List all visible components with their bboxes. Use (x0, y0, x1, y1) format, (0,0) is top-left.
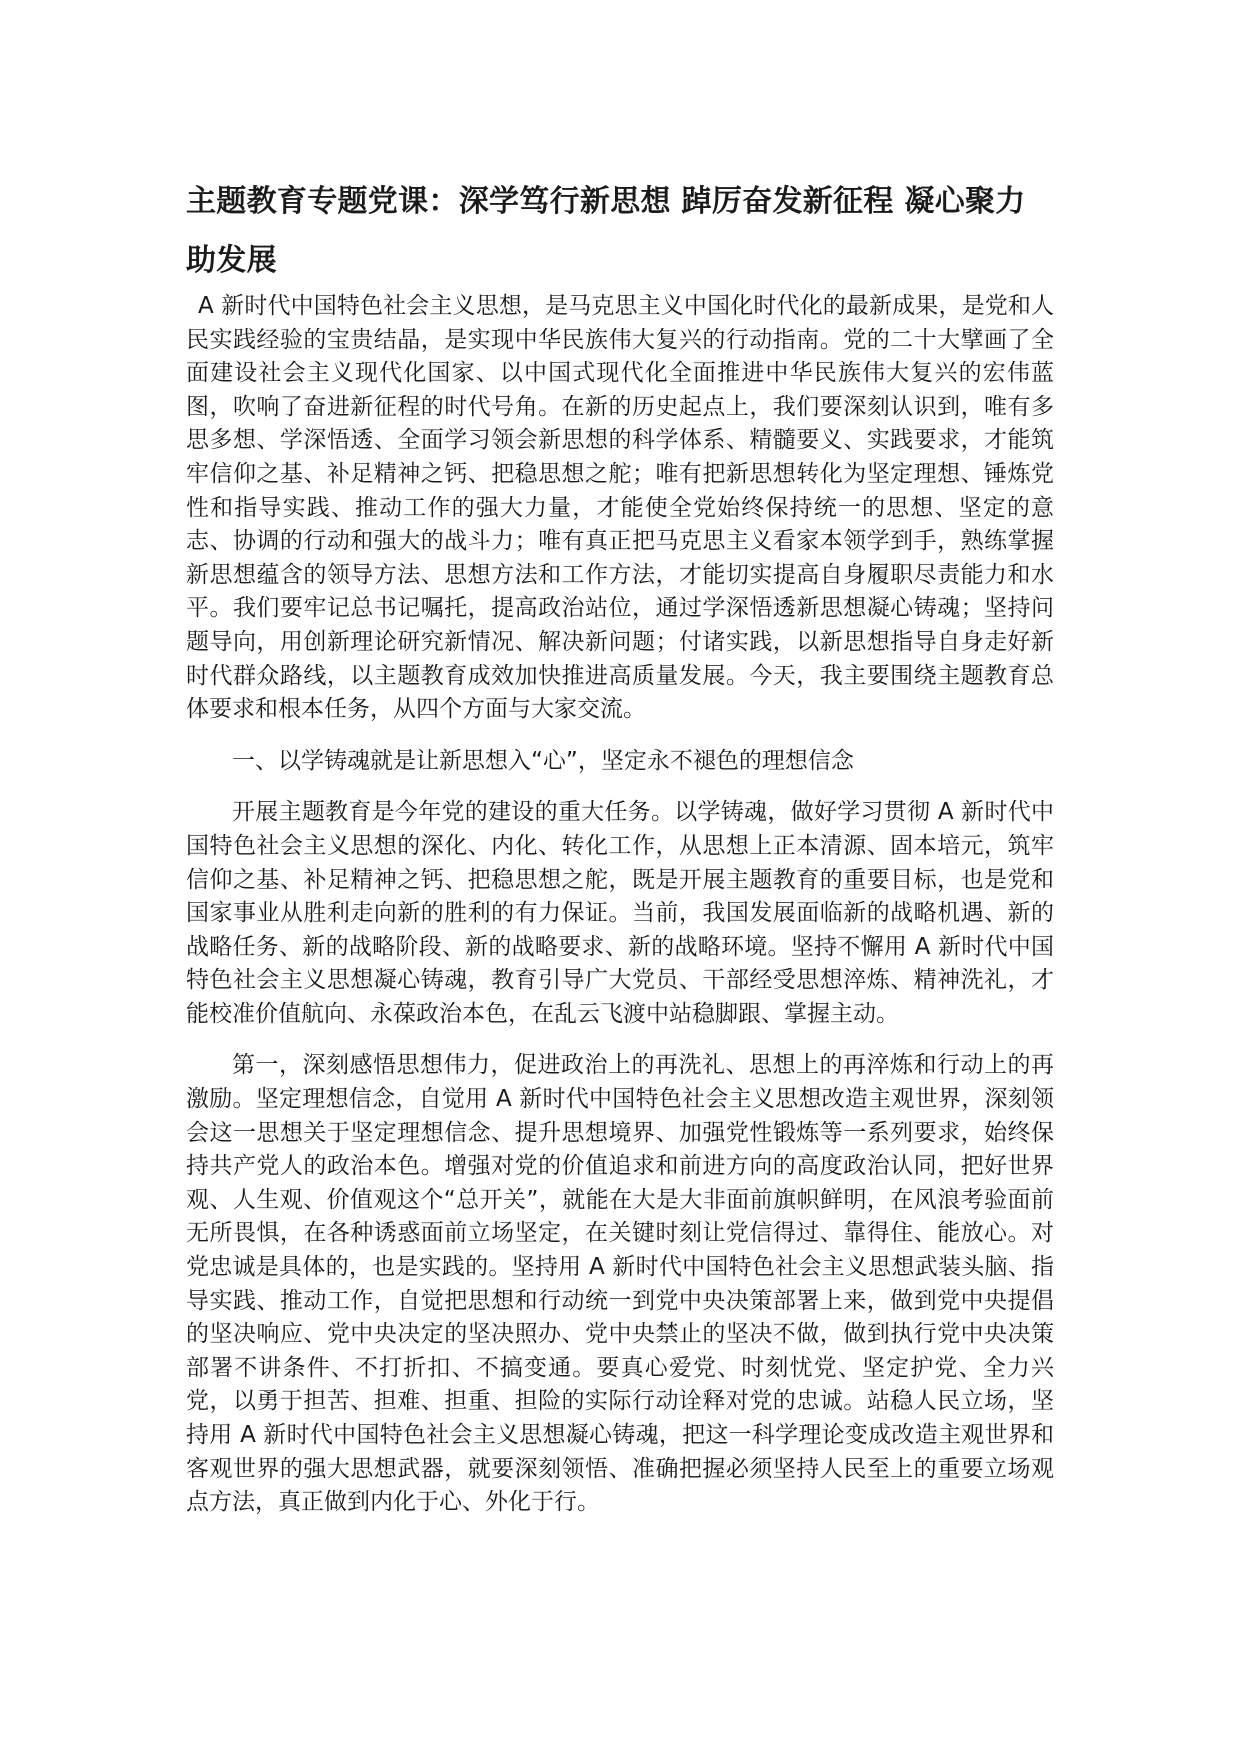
section-heading-1: 一、以学铸魂就是让新思想入“心”，坚定永不褪色的理想信念 (232, 747, 854, 774)
body-paragraph-1: 开展主题教育是今年党的建设的重大任务。以学铸魂，做好学习贯彻 A 新时代中国特色社会主义思想的深化、内化、转化工作，从思想上正本清源、固本培元，筑牢信仰之基、补足精神之钙、把稳思想之舵，既是开展主题教育的重要目标，也是党和国家事业从胜利走向新的胜利的有力保证。当前，我国发展面临新的战略机遇、新的战略任务、新的战略阶段、新的战略要求、新的战略环境。坚持不懈用 A 新时代中国特色社会主义思想凝心铸魂，教育引导广大党员、干部经受思想淬炼、精神洗礼，才能校准价值航向、永葆政治本色，在乱云飞渡中站稳脚跟、掌握主动。 (186, 799, 1054, 1027)
body-paragraph-2: 第一，深刻感悟思想伟力，促进政治上的再洗礼、思想上的再淬炼和行动上的再激励。坚定理想信念，自觉用 A 新时代中国特色社会主义思想改造主观世界，深刻领会这一思想关于坚定理想信念、提升思想境界、加强党性锻炼等一系列要求，始终保持共产党人的政治本色。增强对党的价值追求和前进方向的高度政治认同，把好世界观、人生观、价值观这个“总开关”，就能在大是大非面前旗帜鲜明，在风浪考验面前无所畏惧，在各种诱惑面前立场坚定，在关键时刻让党信得过、靠得住、能放心。对党忠诚是具体的，也是实践的。坚持用 A 新时代中国特色社会主义思想武装头脑、指导实践、推动工作，自觉把思想和行动统一到党中央决策部署上来，做到党中央提倡的坚决响应、党中央决定的坚决照办、党中央禁止的坚决不做，做到执行党中央决策部署不讲条件、不打折扣、不搞变通。要真心爱党、时刻忧党、坚定护党、全力兴党，以勇于担苦、担难、担重、担险的实际行动诠释对党的忠诚。站稳人民立场，坚持用 A 新时代中国特色社会主义思想凝心铸魂，把这一科学理论变成改造主观世界和客观世界的强大思想武器，就要深刻领悟、准确把握必须坚持人民至上的重要立场观点方法，真正做到内化于心、外化于行。 (186, 1052, 1054, 1516)
intro-paragraph: A 新时代中国特色社会主义思想，是马克思主义中国化时代化的最新成果，是党和人民实践经验的宝贵结晶，是实现中华民族伟大复兴的行动指南。党的二十大擘画了全面建设社会主义现代化国家、以中国式现代化全面推进中华民族伟大复兴的宏伟蓝图，吹响了奋进新征程的时代号角。在新的历史起点上，我们要深刻认识到，唯有多思多想、学深悟透、全面学习领会新思想的科学体系、精髓要义、实践要求，才能筑牢信仰之基、补足精神之钙、把稳思想之舵；唯有把新思想转化为坚定理想、锤炼党性和指导实践、推动工作的强大力量，才能使全党始终保持统一的思想、坚定的意志、协调的行动和强大的战斗力；唯有真正把马克思主义看家本领学到手，熟练掌握新思想蕴含的领导方法、思想方法和工作方法，才能切实提高自身履职尽责能力和水平。我们要牢记总书记嘱托，提高政治站位，通过学深悟透新思想凝心铸魂；坚持问题导向，用创新理论研究新情况、解决新问题；付诸实践，以新思想指导自身走好新时代群众路线，以主题教育成效加快推进高质量发展。今天，我主要围绕主题教育总体要求和根本任务，从四个方面与大家交流。 (186, 293, 1054, 723)
document-title: 主题教育专题党课：深学笃行新思想 踔厉奋发新征程 凝心聚力助发展 (186, 184, 1026, 278)
document-body (186, 172, 1054, 1520)
